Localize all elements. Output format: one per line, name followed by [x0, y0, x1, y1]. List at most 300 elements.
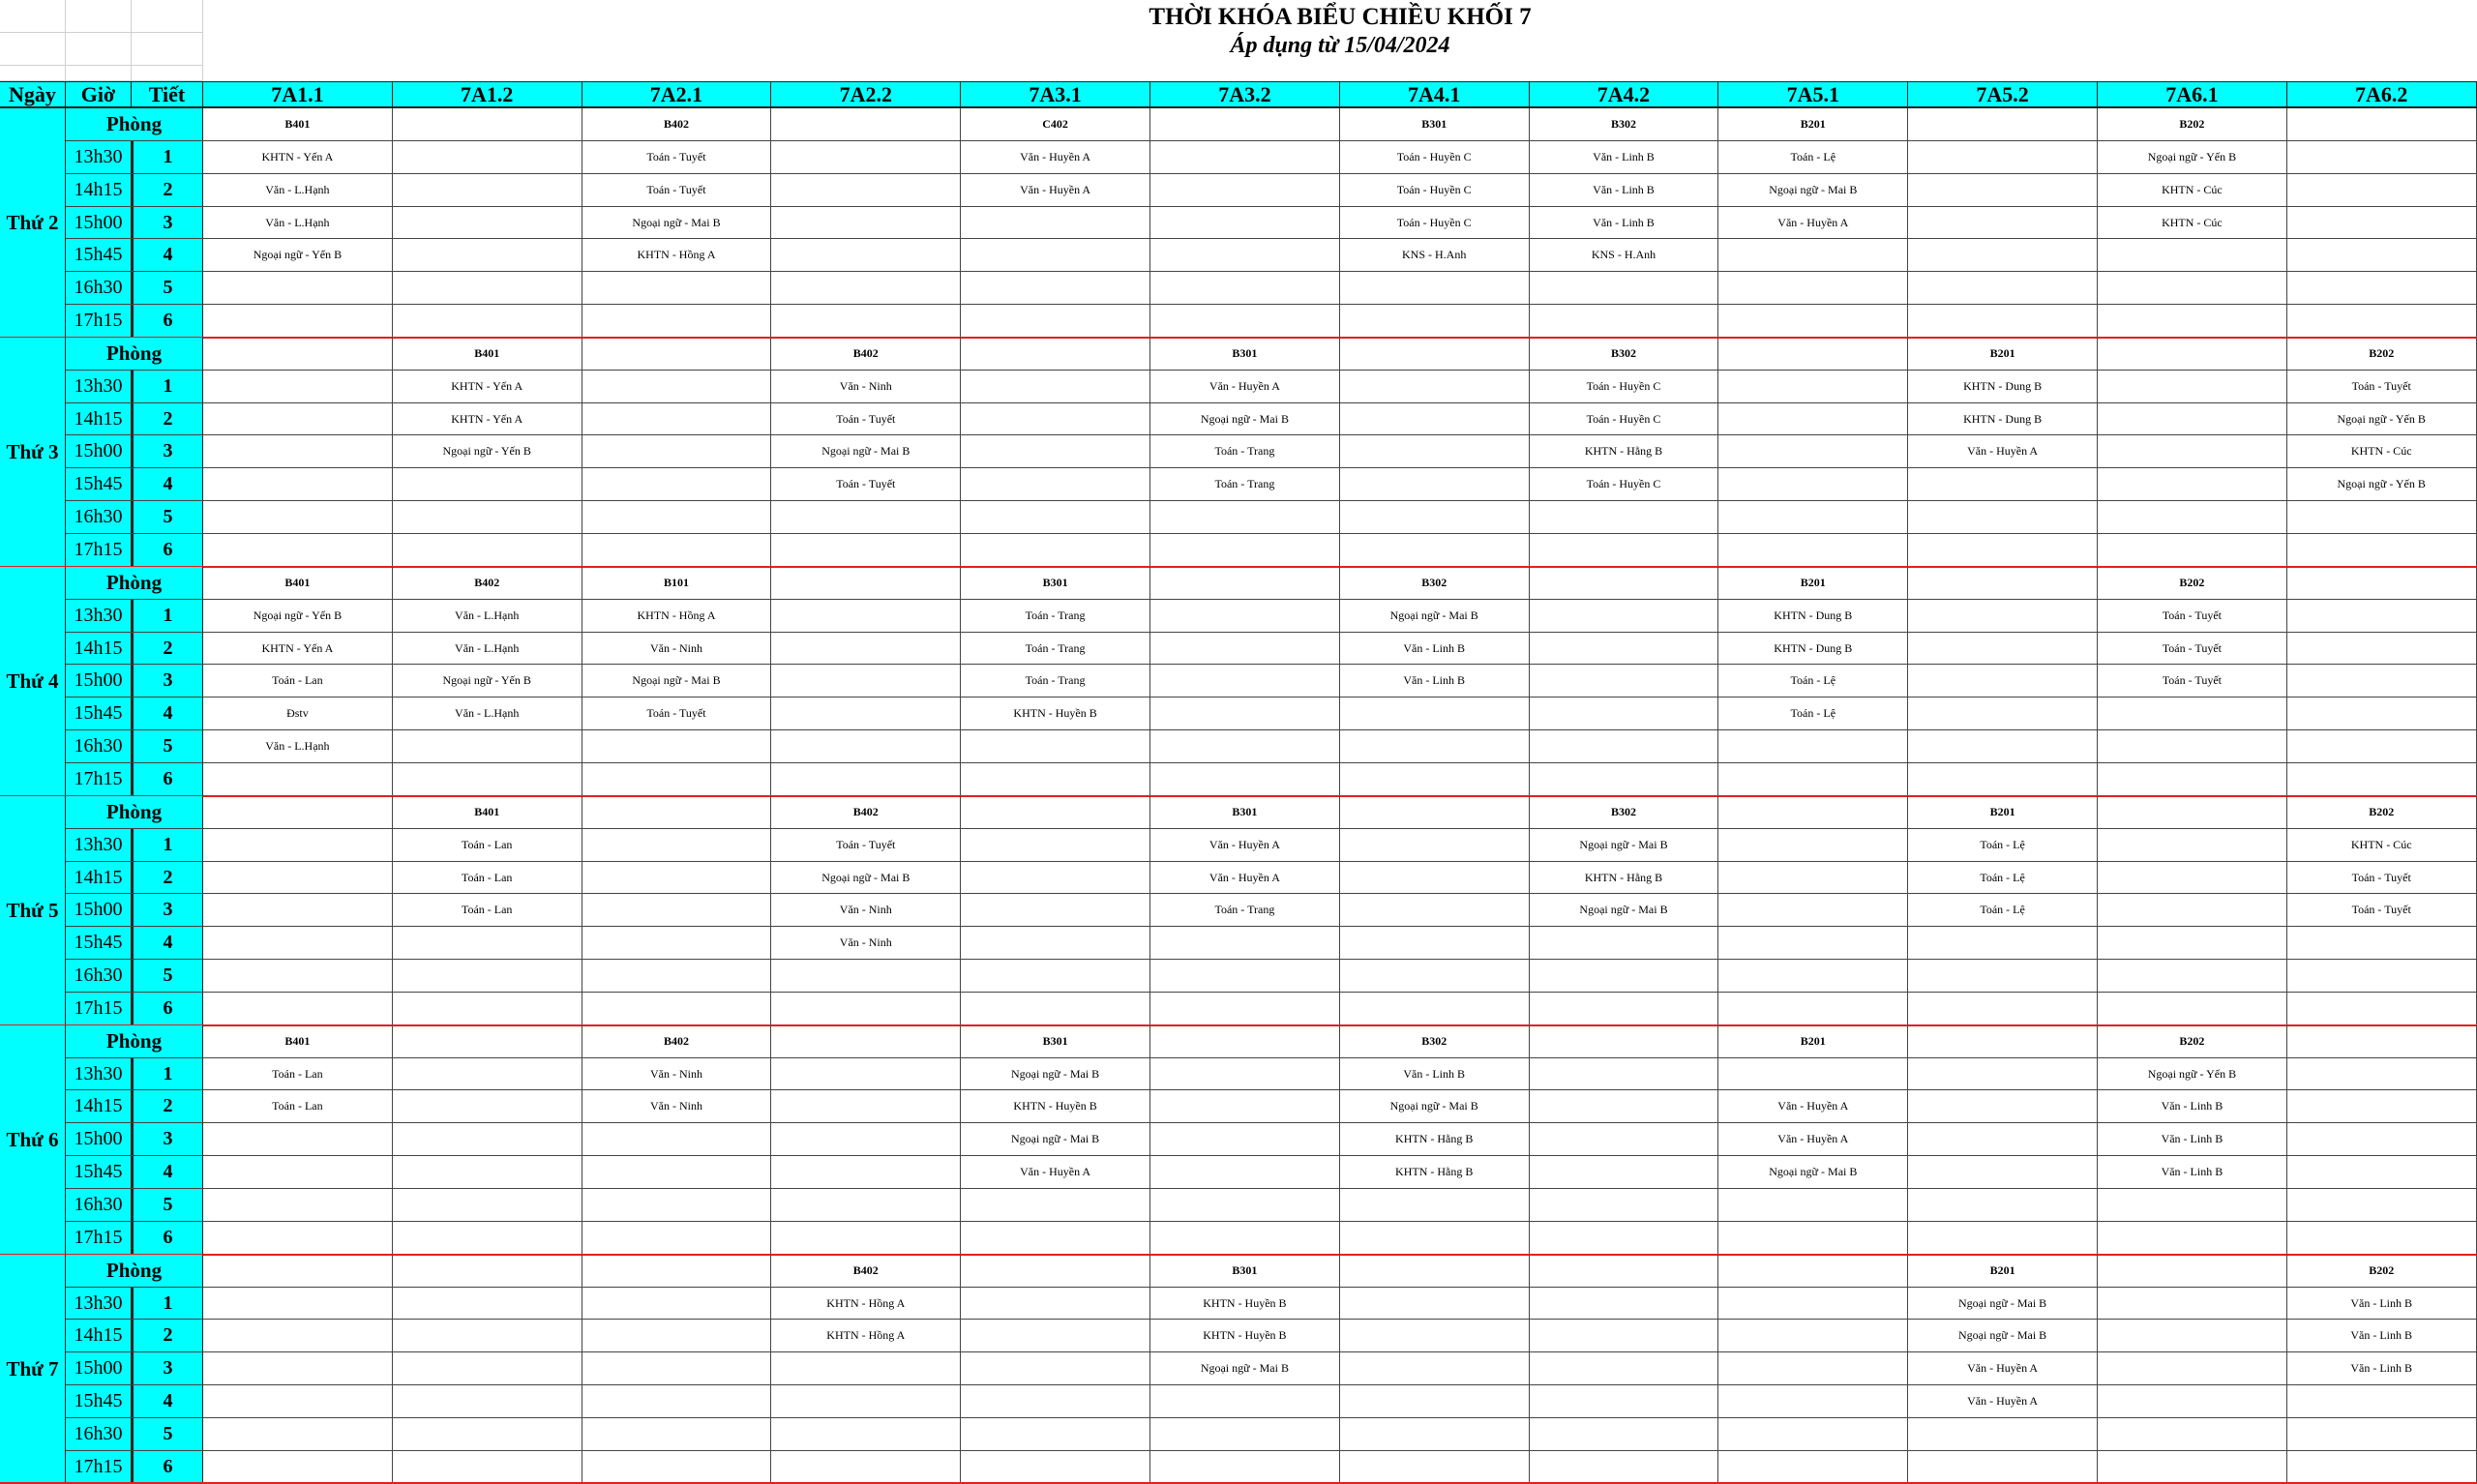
lesson-cell[interactable]: Toán - Lệ — [1908, 894, 2098, 926]
room-cell[interactable] — [771, 567, 961, 599]
lesson-cell[interactable] — [1718, 894, 1908, 926]
lesson-cell[interactable] — [582, 1385, 772, 1417]
lesson-cell[interactable] — [1530, 1418, 1719, 1450]
room-cell[interactable]: B402 — [582, 1025, 772, 1057]
lesson-cell[interactable] — [961, 862, 1150, 894]
lesson-cell[interactable] — [203, 501, 393, 533]
lesson-cell[interactable]: Toán - Trang — [961, 633, 1150, 665]
lesson-cell[interactable]: Văn - Linh B — [2287, 1352, 2477, 1384]
lesson-cell[interactable] — [393, 207, 582, 239]
period-time[interactable]: 16h30 — [66, 1189, 132, 1221]
lesson-cell[interactable] — [393, 1090, 582, 1122]
lesson-cell[interactable] — [393, 960, 582, 992]
lesson-cell[interactable] — [2287, 174, 2477, 206]
lesson-cell[interactable] — [582, 1451, 772, 1483]
period-number[interactable]: 2 — [132, 862, 203, 894]
lesson-cell[interactable] — [2287, 272, 2477, 304]
lesson-cell[interactable] — [1908, 1222, 2098, 1254]
header-ngay[interactable]: Ngày — [0, 81, 66, 108]
lesson-cell[interactable]: KHTN - Hằng B — [1340, 1156, 1530, 1188]
lesson-cell[interactable] — [1340, 1451, 1530, 1483]
lesson-cell[interactable] — [203, 927, 393, 959]
lesson-cell[interactable]: Toán - Tuyết — [2098, 665, 2287, 697]
lesson-cell[interactable] — [961, 1385, 1150, 1417]
lesson-cell[interactable]: Toán - Trang — [961, 600, 1150, 632]
lesson-cell[interactable] — [582, 305, 772, 337]
lesson-cell[interactable] — [771, 1352, 961, 1384]
lesson-cell[interactable] — [1150, 665, 1340, 697]
lesson-cell[interactable] — [1150, 1222, 1340, 1254]
lesson-cell[interactable]: Ngoại ngữ - Mai B — [961, 1058, 1150, 1090]
period-time[interactable]: 16h30 — [66, 501, 132, 533]
room-cell[interactable]: B302 — [1530, 338, 1719, 370]
day-label[interactable]: Thứ 7 — [0, 1255, 66, 1484]
period-number[interactable]: 1 — [132, 1288, 203, 1320]
lesson-cell[interactable] — [961, 371, 1150, 402]
lesson-cell[interactable] — [203, 1451, 393, 1483]
lesson-cell[interactable] — [1150, 239, 1340, 271]
lesson-cell[interactable] — [961, 1451, 1150, 1483]
room-cell[interactable] — [2287, 567, 2477, 599]
period-time[interactable]: 17h15 — [66, 305, 132, 337]
lesson-cell[interactable]: Văn - Ninh — [771, 371, 961, 402]
period-time[interactable]: 13h30 — [66, 1058, 132, 1090]
period-number[interactable]: 6 — [132, 993, 203, 1024]
class-header[interactable]: 7A1.1 — [203, 81, 393, 108]
lesson-cell[interactable]: Toán - Trang — [1150, 468, 1340, 500]
room-label[interactable]: Phòng — [66, 567, 203, 599]
lesson-cell[interactable] — [1718, 763, 1908, 795]
lesson-cell[interactable] — [961, 894, 1150, 926]
lesson-cell[interactable] — [1150, 207, 1340, 239]
period-number[interactable]: 3 — [132, 207, 203, 239]
lesson-cell[interactable] — [1718, 730, 1908, 762]
lesson-cell[interactable] — [1908, 1418, 2098, 1450]
lesson-cell[interactable] — [1530, 534, 1719, 566]
lesson-cell[interactable] — [582, 468, 772, 500]
room-label[interactable]: Phòng — [66, 338, 203, 370]
room-cell[interactable]: B302 — [1530, 796, 1719, 828]
room-cell[interactable]: B201 — [1718, 567, 1908, 599]
lesson-cell[interactable]: KHTN - Hồng A — [771, 1288, 961, 1320]
room-cell[interactable] — [961, 1255, 1150, 1287]
room-cell[interactable]: B302 — [1530, 108, 1719, 140]
lesson-cell[interactable] — [582, 730, 772, 762]
lesson-cell[interactable]: KHTN - Yến A — [203, 633, 393, 665]
period-time[interactable]: 14h15 — [66, 633, 132, 665]
lesson-cell[interactable] — [1908, 305, 2098, 337]
lesson-cell[interactable] — [2287, 207, 2477, 239]
room-label[interactable]: Phòng — [66, 796, 203, 828]
lesson-cell[interactable] — [582, 993, 772, 1024]
lesson-cell[interactable] — [1530, 600, 1719, 632]
room-cell[interactable] — [1718, 338, 1908, 370]
lesson-cell[interactable] — [1530, 993, 1719, 1024]
lesson-cell[interactable] — [961, 1288, 1150, 1320]
period-time[interactable]: 17h15 — [66, 763, 132, 795]
period-number[interactable]: 2 — [132, 403, 203, 435]
lesson-cell[interactable]: Toán - Huyền C — [1530, 468, 1719, 500]
period-number[interactable]: 5 — [132, 272, 203, 304]
lesson-cell[interactable] — [1908, 1156, 2098, 1188]
lesson-cell[interactable] — [961, 403, 1150, 435]
lesson-cell[interactable]: Toán - Tuyết — [2098, 633, 2287, 665]
period-number[interactable]: 5 — [132, 1189, 203, 1221]
lesson-cell[interactable] — [582, 894, 772, 926]
lesson-cell[interactable]: Văn - L.Hạnh — [393, 633, 582, 665]
lesson-cell[interactable]: Toán - Lệ — [1908, 862, 2098, 894]
room-cell[interactable] — [1150, 108, 1340, 140]
period-time[interactable]: 13h30 — [66, 600, 132, 632]
lesson-cell[interactable] — [2287, 534, 2477, 566]
lesson-cell[interactable] — [2098, 239, 2287, 271]
lesson-cell[interactable] — [2098, 1288, 2287, 1320]
lesson-cell[interactable] — [771, 141, 961, 173]
lesson-cell[interactable] — [1150, 1123, 1340, 1155]
lesson-cell[interactable] — [1150, 600, 1340, 632]
room-cell[interactable]: B202 — [2287, 338, 2477, 370]
lesson-cell[interactable]: Ngoại ngữ - Mai B — [1530, 829, 1719, 861]
period-number[interactable]: 4 — [132, 239, 203, 271]
lesson-cell[interactable] — [771, 697, 961, 729]
lesson-cell[interactable] — [1908, 207, 2098, 239]
lesson-cell[interactable] — [2287, 1189, 2477, 1221]
room-cell[interactable] — [1340, 1255, 1530, 1287]
lesson-cell[interactable] — [1718, 1288, 1908, 1320]
period-time[interactable]: 15h45 — [66, 697, 132, 729]
lesson-cell[interactable] — [771, 207, 961, 239]
lesson-cell[interactable] — [2098, 1189, 2287, 1221]
lesson-cell[interactable] — [2098, 1385, 2287, 1417]
lesson-cell[interactable] — [582, 1222, 772, 1254]
period-number[interactable]: 4 — [132, 468, 203, 500]
lesson-cell[interactable] — [1150, 1189, 1340, 1221]
lesson-cell[interactable]: Văn - Linh B — [1530, 207, 1719, 239]
lesson-cell[interactable]: Toán - Lan — [203, 1090, 393, 1122]
room-cell[interactable]: B202 — [2098, 1025, 2287, 1057]
room-cell[interactable]: B402 — [771, 796, 961, 828]
lesson-cell[interactable] — [2098, 403, 2287, 435]
lesson-cell[interactable] — [393, 174, 582, 206]
period-number[interactable]: 5 — [132, 1418, 203, 1450]
period-number[interactable]: 6 — [132, 534, 203, 566]
room-cell[interactable]: B401 — [393, 796, 582, 828]
room-cell[interactable] — [2287, 108, 2477, 140]
room-cell[interactable] — [1340, 796, 1530, 828]
room-cell[interactable] — [2287, 1025, 2477, 1057]
lesson-cell[interactable] — [1908, 1451, 2098, 1483]
lesson-cell[interactable]: Toán - Tuyết — [2287, 371, 2477, 402]
lesson-cell[interactable] — [2098, 993, 2287, 1024]
lesson-cell[interactable]: Văn - Linh B — [1340, 1058, 1530, 1090]
lesson-cell[interactable] — [393, 1451, 582, 1483]
lesson-cell[interactable] — [203, 403, 393, 435]
lesson-cell[interactable]: Văn - Linh B — [2287, 1320, 2477, 1351]
room-cell[interactable] — [582, 796, 772, 828]
period-time[interactable]: 15h00 — [66, 207, 132, 239]
lesson-cell[interactable]: Văn - Linh B — [1340, 665, 1530, 697]
lesson-cell[interactable] — [2287, 960, 2477, 992]
lesson-cell[interactable] — [1340, 435, 1530, 467]
room-cell[interactable] — [582, 338, 772, 370]
lesson-cell[interactable] — [2287, 1451, 2477, 1483]
lesson-cell[interactable] — [961, 239, 1150, 271]
period-number[interactable]: 5 — [132, 960, 203, 992]
class-header[interactable]: 7A5.1 — [1718, 81, 1908, 108]
room-cell[interactable] — [961, 338, 1150, 370]
day-label[interactable]: Thứ 2 — [0, 108, 66, 338]
lesson-cell[interactable] — [961, 1222, 1150, 1254]
lesson-cell[interactable] — [1908, 1189, 2098, 1221]
lesson-cell[interactable]: Văn - Huyền A — [1908, 435, 2098, 467]
lesson-cell[interactable] — [1718, 371, 1908, 402]
room-cell[interactable] — [771, 108, 961, 140]
lesson-cell[interactable] — [582, 403, 772, 435]
lesson-cell[interactable] — [961, 993, 1150, 1024]
lesson-cell[interactable] — [1150, 501, 1340, 533]
room-cell[interactable]: B301 — [1150, 1255, 1340, 1287]
room-label[interactable]: Phòng — [66, 1025, 203, 1057]
lesson-cell[interactable] — [2287, 600, 2477, 632]
room-cell[interactable] — [393, 108, 582, 140]
lesson-cell[interactable] — [1718, 468, 1908, 500]
lesson-cell[interactable] — [2098, 829, 2287, 861]
lesson-cell[interactable] — [1150, 927, 1340, 959]
lesson-cell[interactable] — [1340, 1288, 1530, 1320]
lesson-cell[interactable] — [1340, 1222, 1530, 1254]
room-cell[interactable]: B201 — [1908, 1255, 2098, 1287]
room-cell[interactable] — [2098, 1255, 2287, 1287]
lesson-cell[interactable] — [1150, 141, 1340, 173]
period-time[interactable]: 13h30 — [66, 1288, 132, 1320]
room-cell[interactable] — [1530, 567, 1719, 599]
room-cell[interactable] — [1530, 1025, 1719, 1057]
lesson-cell[interactable] — [1150, 1156, 1340, 1188]
lesson-cell[interactable] — [1908, 960, 2098, 992]
lesson-cell[interactable] — [1530, 763, 1719, 795]
lesson-cell[interactable]: Toán - Tuyết — [582, 697, 772, 729]
lesson-cell[interactable] — [1718, 1320, 1908, 1351]
lesson-cell[interactable] — [1718, 960, 1908, 992]
lesson-cell[interactable] — [2098, 1451, 2287, 1483]
lesson-cell[interactable] — [2287, 239, 2477, 271]
lesson-cell[interactable] — [771, 305, 961, 337]
lesson-cell[interactable] — [771, 960, 961, 992]
lesson-cell[interactable] — [2098, 763, 2287, 795]
lesson-cell[interactable]: Toán - Trang — [961, 665, 1150, 697]
lesson-cell[interactable] — [393, 927, 582, 959]
lesson-cell[interactable] — [961, 1320, 1150, 1351]
room-cell[interactable] — [771, 1025, 961, 1057]
lesson-cell[interactable] — [2287, 1090, 2477, 1122]
lesson-cell[interactable]: Ngoại ngữ - Yến B — [2098, 1058, 2287, 1090]
lesson-cell[interactable] — [2287, 1058, 2477, 1090]
period-number[interactable]: 2 — [132, 174, 203, 206]
lesson-cell[interactable] — [1340, 697, 1530, 729]
period-time[interactable]: 13h30 — [66, 829, 132, 861]
lesson-cell[interactable] — [771, 1123, 961, 1155]
lesson-cell[interactable]: Toán - Lan — [203, 665, 393, 697]
room-cell[interactable]: B202 — [2287, 796, 2477, 828]
lesson-cell[interactable]: Văn - Ninh — [771, 927, 961, 959]
lesson-cell[interactable] — [203, 1288, 393, 1320]
lesson-cell[interactable] — [1908, 174, 2098, 206]
period-time[interactable]: 15h45 — [66, 1385, 132, 1417]
period-time[interactable]: 15h00 — [66, 1123, 132, 1155]
lesson-cell[interactable] — [203, 829, 393, 861]
lesson-cell[interactable] — [1150, 633, 1340, 665]
lesson-cell[interactable] — [393, 730, 582, 762]
lesson-cell[interactable] — [393, 1320, 582, 1351]
lesson-cell[interactable] — [1718, 1189, 1908, 1221]
lesson-cell[interactable] — [2098, 435, 2287, 467]
lesson-cell[interactable] — [582, 862, 772, 894]
lesson-cell[interactable] — [203, 894, 393, 926]
period-number[interactable]: 2 — [132, 633, 203, 665]
lesson-cell[interactable]: Văn - Huyền A — [1908, 1352, 2098, 1384]
lesson-cell[interactable] — [1150, 272, 1340, 304]
lesson-cell[interactable] — [1530, 730, 1719, 762]
lesson-cell[interactable] — [961, 927, 1150, 959]
period-number[interactable]: 3 — [132, 665, 203, 697]
class-header[interactable]: 7A6.1 — [2098, 81, 2287, 108]
lesson-cell[interactable] — [1718, 403, 1908, 435]
lesson-cell[interactable] — [2287, 927, 2477, 959]
period-time[interactable]: 15h00 — [66, 435, 132, 467]
period-time[interactable]: 14h15 — [66, 174, 132, 206]
period-time[interactable]: 14h15 — [66, 1320, 132, 1351]
lesson-cell[interactable] — [1150, 1385, 1340, 1417]
lesson-cell[interactable] — [393, 1123, 582, 1155]
lesson-cell[interactable] — [1150, 305, 1340, 337]
room-cell[interactable]: B301 — [1150, 796, 1340, 828]
lesson-cell[interactable] — [393, 763, 582, 795]
lesson-cell[interactable] — [393, 534, 582, 566]
lesson-cell[interactable]: Văn - Huyền A — [1150, 371, 1340, 402]
period-time[interactable]: 17h15 — [66, 993, 132, 1024]
lesson-cell[interactable]: KHTN - Hằng B — [1340, 1123, 1530, 1155]
lesson-cell[interactable] — [1718, 829, 1908, 861]
lesson-cell[interactable] — [1340, 1385, 1530, 1417]
lesson-cell[interactable] — [203, 1385, 393, 1417]
lesson-cell[interactable] — [2287, 1222, 2477, 1254]
lesson-cell[interactable]: Toán - Tuyết — [771, 829, 961, 861]
lesson-cell[interactable]: Toán - Lệ — [1718, 141, 1908, 173]
lesson-cell[interactable]: KHTN - Huyền B — [961, 697, 1150, 729]
lesson-cell[interactable] — [393, 1222, 582, 1254]
room-cell[interactable]: B301 — [961, 567, 1150, 599]
lesson-cell[interactable] — [2287, 1156, 2477, 1188]
lesson-cell[interactable]: KHTN - Dung B — [1718, 633, 1908, 665]
lesson-cell[interactable]: Ngoại ngữ - Mai B — [1340, 600, 1530, 632]
lesson-cell[interactable] — [1150, 1451, 1340, 1483]
lesson-cell[interactable] — [2098, 1222, 2287, 1254]
room-cell[interactable]: B202 — [2098, 567, 2287, 599]
lesson-cell[interactable] — [203, 1156, 393, 1188]
lesson-cell[interactable] — [1150, 1090, 1340, 1122]
lesson-cell[interactable] — [771, 633, 961, 665]
room-cell[interactable] — [961, 796, 1150, 828]
lesson-cell[interactable]: Ngoại ngữ - Mai B — [1340, 1090, 1530, 1122]
period-number[interactable]: 5 — [132, 730, 203, 762]
lesson-cell[interactable] — [1530, 501, 1719, 533]
lesson-cell[interactable] — [1530, 1058, 1719, 1090]
period-time[interactable]: 15h45 — [66, 239, 132, 271]
lesson-cell[interactable]: Ngoại ngữ - Mai B — [1530, 894, 1719, 926]
lesson-cell[interactable] — [771, 1058, 961, 1090]
lesson-cell[interactable] — [1340, 927, 1530, 959]
lesson-cell[interactable] — [1718, 1058, 1908, 1090]
lesson-cell[interactable] — [582, 927, 772, 959]
lesson-cell[interactable] — [1908, 1090, 2098, 1122]
room-cell[interactable] — [2098, 796, 2287, 828]
lesson-cell[interactable]: Toán - Lệ — [1718, 665, 1908, 697]
lesson-cell[interactable]: KHTN - Dung B — [1908, 403, 2098, 435]
lesson-cell[interactable] — [1530, 1090, 1719, 1122]
lesson-cell[interactable] — [1908, 501, 2098, 533]
lesson-cell[interactable] — [1340, 501, 1530, 533]
lesson-cell[interactable]: KHTN - Hồng A — [582, 239, 772, 271]
room-cell[interactable]: B202 — [2098, 108, 2287, 140]
lesson-cell[interactable]: Văn - Linh B — [1530, 141, 1719, 173]
period-time[interactable]: 15h45 — [66, 468, 132, 500]
lesson-cell[interactable] — [1340, 403, 1530, 435]
lesson-cell[interactable] — [1340, 960, 1530, 992]
lesson-cell[interactable] — [1150, 960, 1340, 992]
lesson-cell[interactable] — [1530, 1385, 1719, 1417]
lesson-cell[interactable] — [2287, 141, 2477, 173]
period-number[interactable]: 3 — [132, 435, 203, 467]
period-number[interactable]: 5 — [132, 501, 203, 533]
lesson-cell[interactable] — [1908, 633, 2098, 665]
room-cell[interactable] — [393, 1025, 582, 1057]
period-number[interactable]: 2 — [132, 1320, 203, 1351]
lesson-cell[interactable] — [203, 1320, 393, 1351]
lesson-cell[interactable] — [1530, 1451, 1719, 1483]
room-cell[interactable] — [1340, 338, 1530, 370]
room-cell[interactable] — [203, 338, 393, 370]
lesson-cell[interactable] — [771, 665, 961, 697]
period-time[interactable]: 16h30 — [66, 1418, 132, 1450]
lesson-cell[interactable]: Văn - Huyền A — [1150, 829, 1340, 861]
class-header[interactable]: 7A3.2 — [1150, 81, 1340, 108]
period-time[interactable]: 16h30 — [66, 730, 132, 762]
period-number[interactable]: 4 — [132, 1385, 203, 1417]
lesson-cell[interactable] — [961, 435, 1150, 467]
period-time[interactable]: 17h15 — [66, 1451, 132, 1483]
class-header[interactable]: 7A6.2 — [2287, 81, 2477, 108]
lesson-cell[interactable] — [1340, 1418, 1530, 1450]
lesson-cell[interactable] — [771, 1418, 961, 1450]
period-time[interactable]: 13h30 — [66, 141, 132, 173]
lesson-cell[interactable] — [1530, 1156, 1719, 1188]
lesson-cell[interactable]: Ngoại ngữ - Yến B — [2287, 468, 2477, 500]
lesson-cell[interactable] — [203, 272, 393, 304]
lesson-cell[interactable] — [393, 141, 582, 173]
lesson-cell[interactable] — [1150, 993, 1340, 1024]
lesson-cell[interactable] — [1718, 1222, 1908, 1254]
lesson-cell[interactable] — [1908, 697, 2098, 729]
lesson-cell[interactable]: Văn - Huyền A — [961, 1156, 1150, 1188]
period-number[interactable]: 1 — [132, 141, 203, 173]
lesson-cell[interactable] — [393, 1288, 582, 1320]
period-number[interactable]: 3 — [132, 894, 203, 926]
lesson-cell[interactable] — [2098, 371, 2287, 402]
lesson-cell[interactable] — [2098, 1352, 2287, 1384]
lesson-cell[interactable] — [393, 1418, 582, 1450]
lesson-cell[interactable] — [1340, 1320, 1530, 1351]
room-cell[interactable]: B101 — [582, 567, 772, 599]
